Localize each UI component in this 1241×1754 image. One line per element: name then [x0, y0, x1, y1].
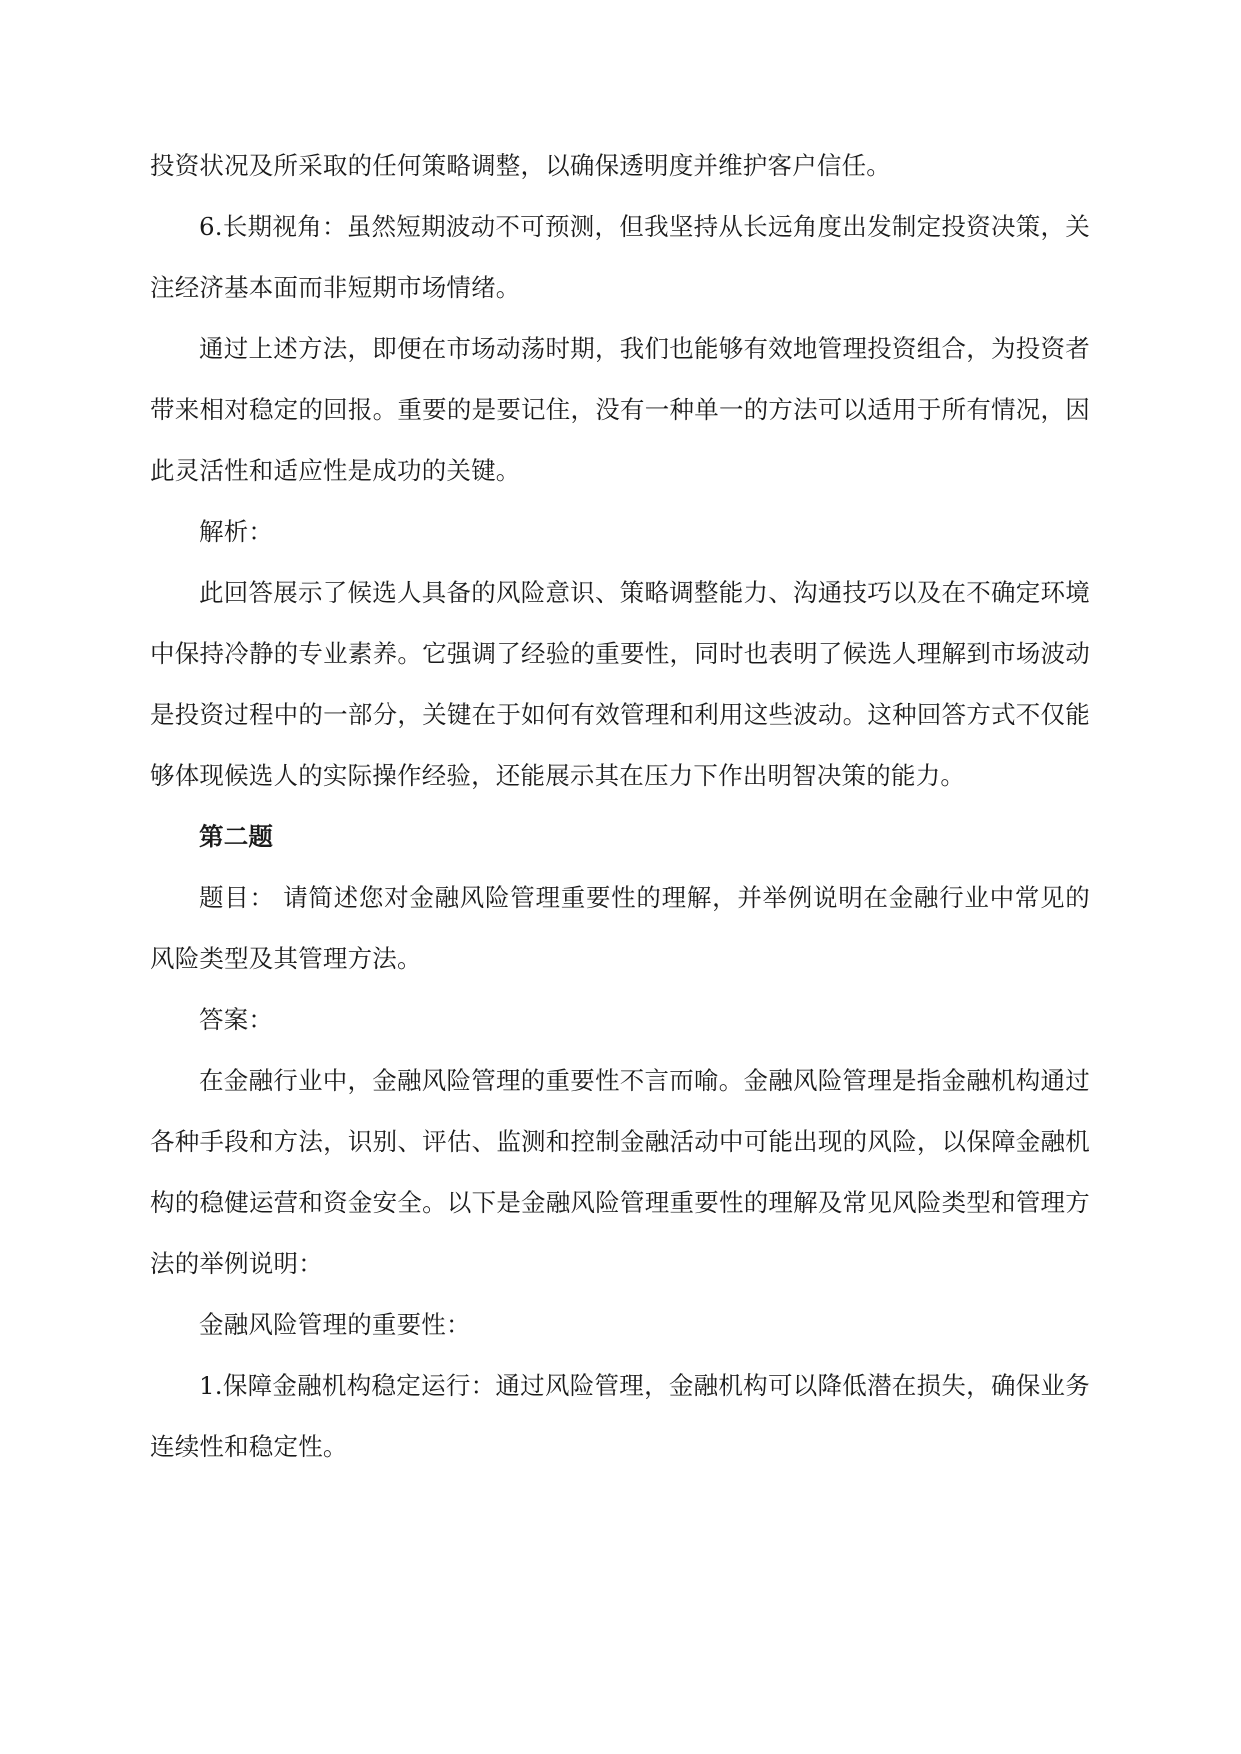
- paragraph-analysis: 此回答展示了候选人具备的风险意识、策略调整能力、沟通技巧以及在不确定环境中保持冷静的专业素养。它强调了经验的重要性，同时也表明了候选人理解到市场波动是投资过程中的一部分，关键在于如何有效管理和利用这些波动。这种回答方式不仅能够体现候选人的实际操作经验，还能展示其在压力下作出明智决策的能力。: [150, 578, 1090, 790]
- paragraph-answer: 在金融行业中，金融风险管理的重要性不言而喻。金融风险管理是指金融机构通过各种手段和方法，识别、评估、监测和控制金融活动中可能出现的风险，以保障金融机构的稳健运营和资金安全。以下是金融风险管理重要性的理解及常见风险类型和管理方法的举例说明：: [150, 1066, 1090, 1278]
- paragraph-continuation: 投资状况及所采取的任何策略调整，以确保透明度并维护客户信任。: [150, 151, 891, 180]
- paragraph-item-one: 1.保障金融机构稳定运行：通过风险管理，金融机构可以降低潜在损失，确保业务连续性和稳定性。: [150, 1371, 1090, 1461]
- paragraph-long-term-view: 6.长期视角：虽然短期波动不可预测，但我坚持从长远角度出发制定投资决策，关注经济基本面而非短期市场情绪。: [150, 212, 1090, 302]
- paragraph-importance-label: 金融风险管理的重要性：: [199, 1310, 471, 1339]
- paragraph-answer-label: 答案：: [199, 1005, 274, 1034]
- paragraph-summary: 通过上述方法，即便在市场动荡时期，我们也能够有效地管理投资组合，为投资者带来相对稳定的回报。重要的是要记住，没有一种单一的方法可以适用于所有情况，因此灵活性和适应性是成功的关键。: [150, 334, 1090, 485]
- paragraph-analysis-label: 解析：: [199, 517, 274, 546]
- section-heading-question-two: 第二题: [199, 822, 274, 851]
- paragraph-question: 题目： 请简述您对金融风险管理重要性的理解，并举例说明在金融行业中常见的风险类型及其管理方法。: [150, 883, 1090, 973]
